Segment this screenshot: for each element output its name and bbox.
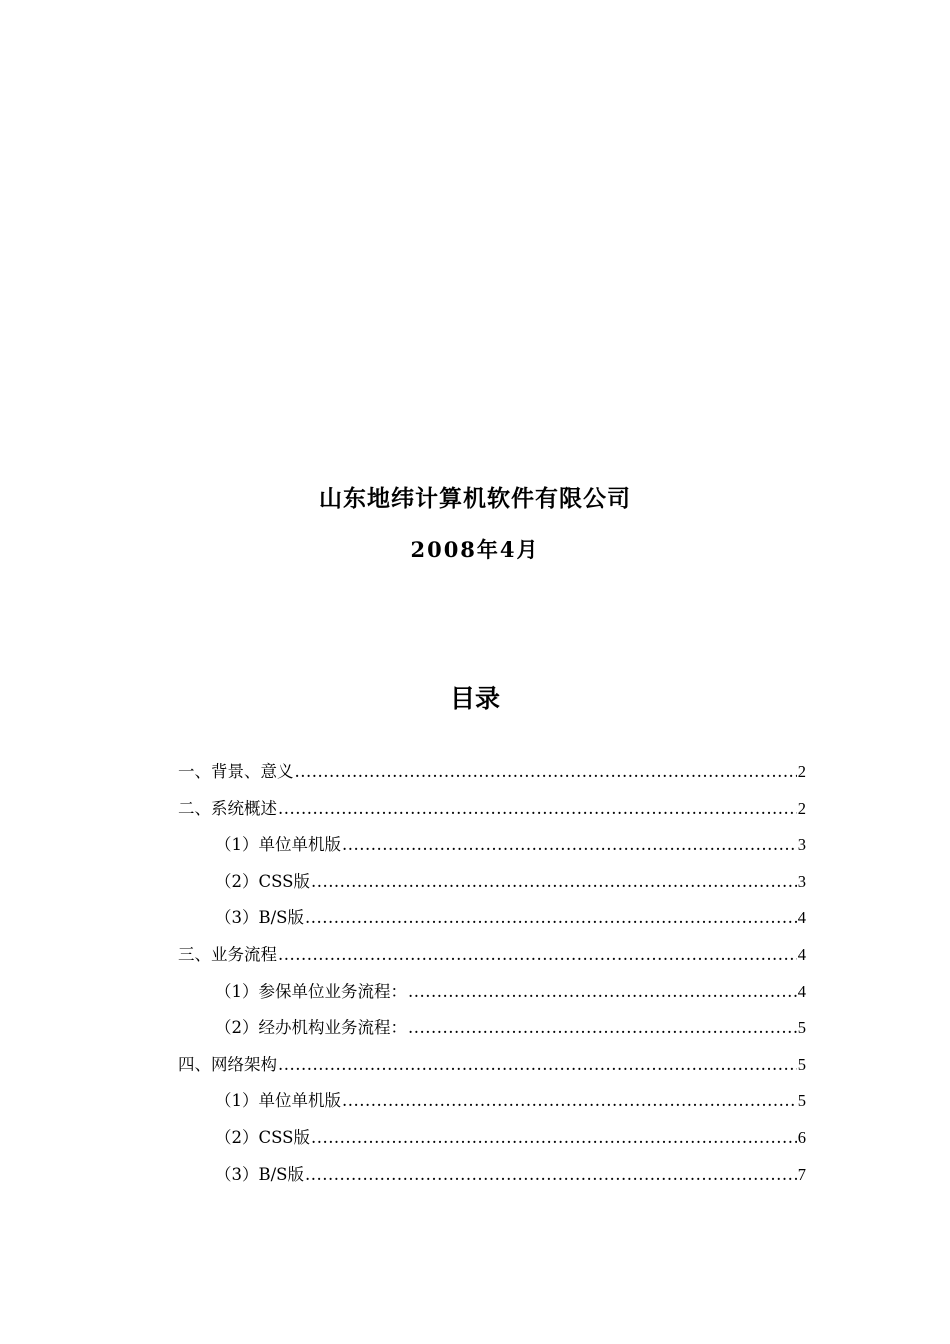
toc-entry-page: 5 (797, 1054, 806, 1074)
toc-entry-label: 四、网络架构 (178, 1054, 277, 1074)
toc-entry-label: （3）B/S版 (215, 1164, 304, 1184)
toc-entry[interactable] (178, 974, 806, 1011)
document-date: 2008年4月 (410, 537, 540, 562)
toc-dot-leader (311, 1120, 797, 1157)
toc-entry-label: （3）B/S版 (215, 908, 304, 928)
toc-entry[interactable] (178, 1120, 806, 1157)
toc-entry-page: 4 (797, 944, 806, 964)
toc-entry-page: 2 (797, 762, 806, 781)
toc-entry-page: 3 (797, 835, 806, 855)
toc-entry-label: （1）单位单机版 (215, 835, 341, 855)
toc-entry-label: （2）经办机构业务流程： (215, 1018, 407, 1038)
toc-entry[interactable] (178, 1083, 806, 1120)
toc-entry-page: 4 (797, 981, 806, 1001)
toc-entry[interactable] (178, 827, 806, 864)
toc-dot-leader (278, 937, 797, 974)
toc-dot-leader (305, 900, 797, 937)
toc-entry[interactable] (178, 900, 806, 937)
toc-entry-label: 三、业务流程 (178, 944, 277, 964)
toc-entry-label: （2）CSS版 (215, 1127, 310, 1147)
toc-entry-label: （1）参保单位业务流程： (215, 981, 407, 1001)
toc-entry-page: 4 (797, 908, 806, 928)
toc-dot-leader (408, 974, 797, 1011)
toc-dot-leader (278, 1047, 797, 1084)
toc-entry[interactable] (178, 864, 806, 901)
toc-dot-leader (278, 791, 797, 828)
toc-entry[interactable] (178, 754, 806, 791)
toc-entry-page: 5 (797, 1091, 806, 1111)
toc-dot-leader (342, 827, 797, 864)
table-of-contents (178, 754, 806, 1193)
toc-entry-page: 7 (797, 1164, 806, 1184)
toc-dot-leader (408, 1010, 797, 1047)
toc-entry[interactable] (178, 1157, 806, 1194)
toc-title: 目录 (449, 684, 500, 713)
toc-entry-page: 6 (797, 1127, 806, 1147)
toc-entry-page: 3 (797, 871, 806, 891)
toc-entry-label: 一、背景、意义 (178, 762, 294, 781)
toc-entry-label: 二、系统概述 (178, 798, 277, 818)
toc-entry-label: （2）CSS版 (215, 871, 310, 891)
toc-entry[interactable] (178, 1010, 806, 1047)
toc-entry[interactable] (178, 791, 806, 828)
toc-entry[interactable] (178, 1047, 806, 1084)
toc-entry-label: （1）单位单机版 (215, 1091, 341, 1111)
company-name: 山东地纬计算机软件有限公司 (319, 485, 631, 512)
toc-entry-page: 2 (797, 798, 806, 818)
toc-entry-page: 5 (797, 1018, 806, 1038)
toc-entry[interactable] (178, 937, 806, 974)
toc-dot-leader (295, 754, 797, 791)
toc-dot-leader (342, 1083, 797, 1120)
toc-dot-leader (311, 864, 797, 901)
toc-dot-leader (305, 1157, 797, 1194)
